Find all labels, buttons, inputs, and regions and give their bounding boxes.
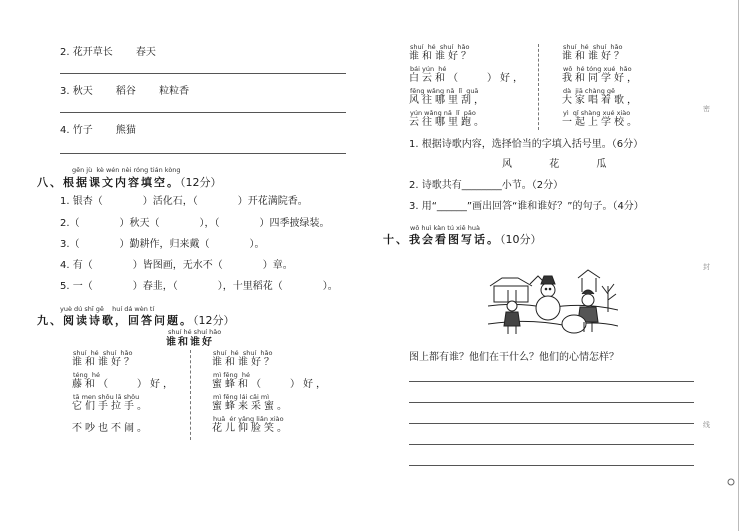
row-num: 3. bbox=[60, 86, 70, 97]
word: 稻谷 bbox=[115, 86, 136, 97]
poem-c-py-4: yún wǎng nǎ lǐ pǎo bbox=[410, 109, 476, 117]
poem-divider bbox=[538, 44, 539, 130]
question-3: 3. 用“______”画出回答“谁和谁好？”的句子。（4分） bbox=[409, 201, 644, 212]
word: 竹子 bbox=[72, 125, 93, 136]
answer-line[interactable] bbox=[60, 153, 346, 154]
child-right-icon bbox=[562, 290, 598, 333]
poem-a-line-4: 不吵也不闹。 bbox=[72, 423, 150, 434]
section-10-pinyin: wǒ huì kàn tú xiě huà bbox=[410, 224, 480, 232]
word-row-3 bbox=[60, 86, 189, 98]
writing-line[interactable] bbox=[409, 465, 694, 466]
word-row-2 bbox=[60, 47, 156, 59]
answer-line[interactable] bbox=[60, 112, 346, 113]
word: 花开草长 bbox=[72, 47, 113, 58]
poem-b-py-3: mì fēng lái cǎi mì bbox=[213, 393, 270, 401]
fill-line-1: 1. 银杏（ ）活化石，（ ）开花满院香。 bbox=[60, 196, 308, 207]
hole-punch-icon bbox=[727, 478, 735, 486]
poem-b-line-3: 蜜蜂来采蜜。 bbox=[212, 401, 290, 412]
section-score: （12分） bbox=[180, 176, 222, 189]
section-9-title bbox=[37, 314, 235, 327]
poem-c-line-3: 风往哪里刮， bbox=[409, 95, 487, 106]
poem-d-py-3: dà jiā chàng gē bbox=[563, 87, 616, 95]
poem-d-line-1: 谁和谁好？ bbox=[562, 51, 627, 62]
question-2: 2. 诗歌共有________小节。（2分） bbox=[409, 180, 564, 191]
poem-d-line-2: 我和同学好， bbox=[562, 73, 640, 84]
snowman-illustration bbox=[488, 266, 618, 338]
fill-line-5: 5. 一（ ）春韭，（ ），十里稻花（ ）。 bbox=[60, 281, 338, 292]
poem-c-py-2: bái yún hé bbox=[410, 65, 447, 73]
poem-b-py-2: mì fēng hé bbox=[213, 371, 250, 379]
margin-mark: 密 bbox=[703, 105, 710, 113]
poem-a-line-2: 藤和（ ）好， bbox=[72, 379, 176, 390]
choices bbox=[502, 159, 606, 171]
writing-line[interactable] bbox=[409, 402, 694, 403]
fill-line-4: 4. 有（ ）皆图画，无水不（ ）章。 bbox=[60, 260, 293, 271]
poem-a-line-1: 谁和谁好？ bbox=[72, 357, 137, 368]
poem-title: 谁和谁好 bbox=[166, 337, 214, 348]
word: 粒粒香 bbox=[159, 86, 190, 97]
fill-line-2: 2.（ ）秋天（ ），（ ）四季披绿装。 bbox=[60, 218, 330, 229]
poem-a-line-3: 它们手拉手。 bbox=[72, 401, 150, 412]
poem-title-pinyin: shuí hé shuí hǎo bbox=[168, 328, 222, 336]
writing-line[interactable] bbox=[409, 444, 694, 445]
row-num: 4. bbox=[60, 125, 70, 136]
writing-line[interactable] bbox=[409, 423, 694, 424]
poem-d-py-1: shuí hé shuí hǎo bbox=[563, 43, 623, 51]
section-8-pinyin: gēn jù kè wén nèi róng tián kòng bbox=[72, 166, 181, 174]
choice: 花 bbox=[549, 159, 560, 170]
section-10-title bbox=[383, 233, 542, 246]
section-9-pinyin: yuè dú shī gē huí dá wèn tí bbox=[60, 305, 155, 313]
fill-line-3: 3.（ ）勤耕作，归来戴（ ）。 bbox=[60, 239, 265, 250]
word: 秋天 bbox=[72, 86, 93, 97]
margin-mark: 封 bbox=[703, 263, 710, 271]
page-edge-line bbox=[738, 0, 739, 531]
poem-b-py-1: shuí hé shuí hǎo bbox=[213, 349, 273, 357]
poem-d-py-2: wǒ hé tóng xué hǎo bbox=[563, 65, 632, 73]
poem-c-py-1: shuí hé shuí hǎo bbox=[410, 43, 470, 51]
poem-c-line-4: 云往哪里跑。 bbox=[409, 117, 487, 128]
writing-line[interactable] bbox=[409, 381, 694, 382]
choice: 风 bbox=[502, 159, 512, 170]
section-title-text: 十、我会看图写话。 bbox=[383, 233, 500, 246]
word-row-4 bbox=[60, 125, 136, 137]
question-1: 1. 根据诗歌内容，选择恰当的字填入括号里。（6分） bbox=[409, 139, 644, 150]
section-score: （12分） bbox=[193, 314, 235, 327]
poem-a-py-2: téng hé bbox=[73, 371, 101, 379]
row-num: 2. bbox=[60, 47, 70, 58]
poem-d-line-4: 一起上学校。 bbox=[562, 117, 640, 128]
poem-a-py-3: tā men shǒu lā shǒu bbox=[73, 393, 140, 401]
margin-mark: 线 bbox=[703, 421, 710, 429]
section-title-text: 九、阅读诗歌，回答问题。 bbox=[37, 314, 193, 327]
answer-line[interactable] bbox=[60, 73, 346, 74]
writing-prompt: 图上都有谁？他们在干什么？他们的心情怎样？ bbox=[409, 352, 619, 363]
choice: 瓜 bbox=[596, 159, 607, 170]
poem-b-py-4: huā ér yǎng liǎn xiào bbox=[213, 415, 284, 423]
poem-c-line-2: 白云和（ ）好， bbox=[409, 73, 526, 84]
child-left-icon bbox=[504, 301, 520, 334]
section-title-text: 八、根据课文内容填空。 bbox=[37, 176, 180, 189]
poem-b-line-1: 谁和谁好？ bbox=[212, 357, 277, 368]
poem-b-line-2: 蜜蜂和（ ）好， bbox=[212, 379, 329, 390]
word: 春天 bbox=[135, 47, 156, 58]
poem-c-line-1: 谁和谁好？ bbox=[409, 51, 474, 62]
poem-a-py-1: shuí hé shuí hǎo bbox=[73, 349, 133, 357]
poem-divider bbox=[190, 350, 191, 440]
poem-c-py-3: fēng wǎng nǎ lǐ guā bbox=[410, 87, 479, 95]
poem-b-line-4: 花儿仰脸笑。 bbox=[212, 423, 290, 434]
poem-d-py-4: yì qǐ shàng xué xiào bbox=[563, 109, 631, 117]
poem-d-line-3: 大家唱着歌， bbox=[562, 95, 640, 106]
snowman-icon bbox=[536, 276, 560, 320]
section-8-title bbox=[37, 176, 222, 189]
section-score: （10分） bbox=[500, 233, 542, 246]
word: 熊猫 bbox=[115, 125, 136, 136]
